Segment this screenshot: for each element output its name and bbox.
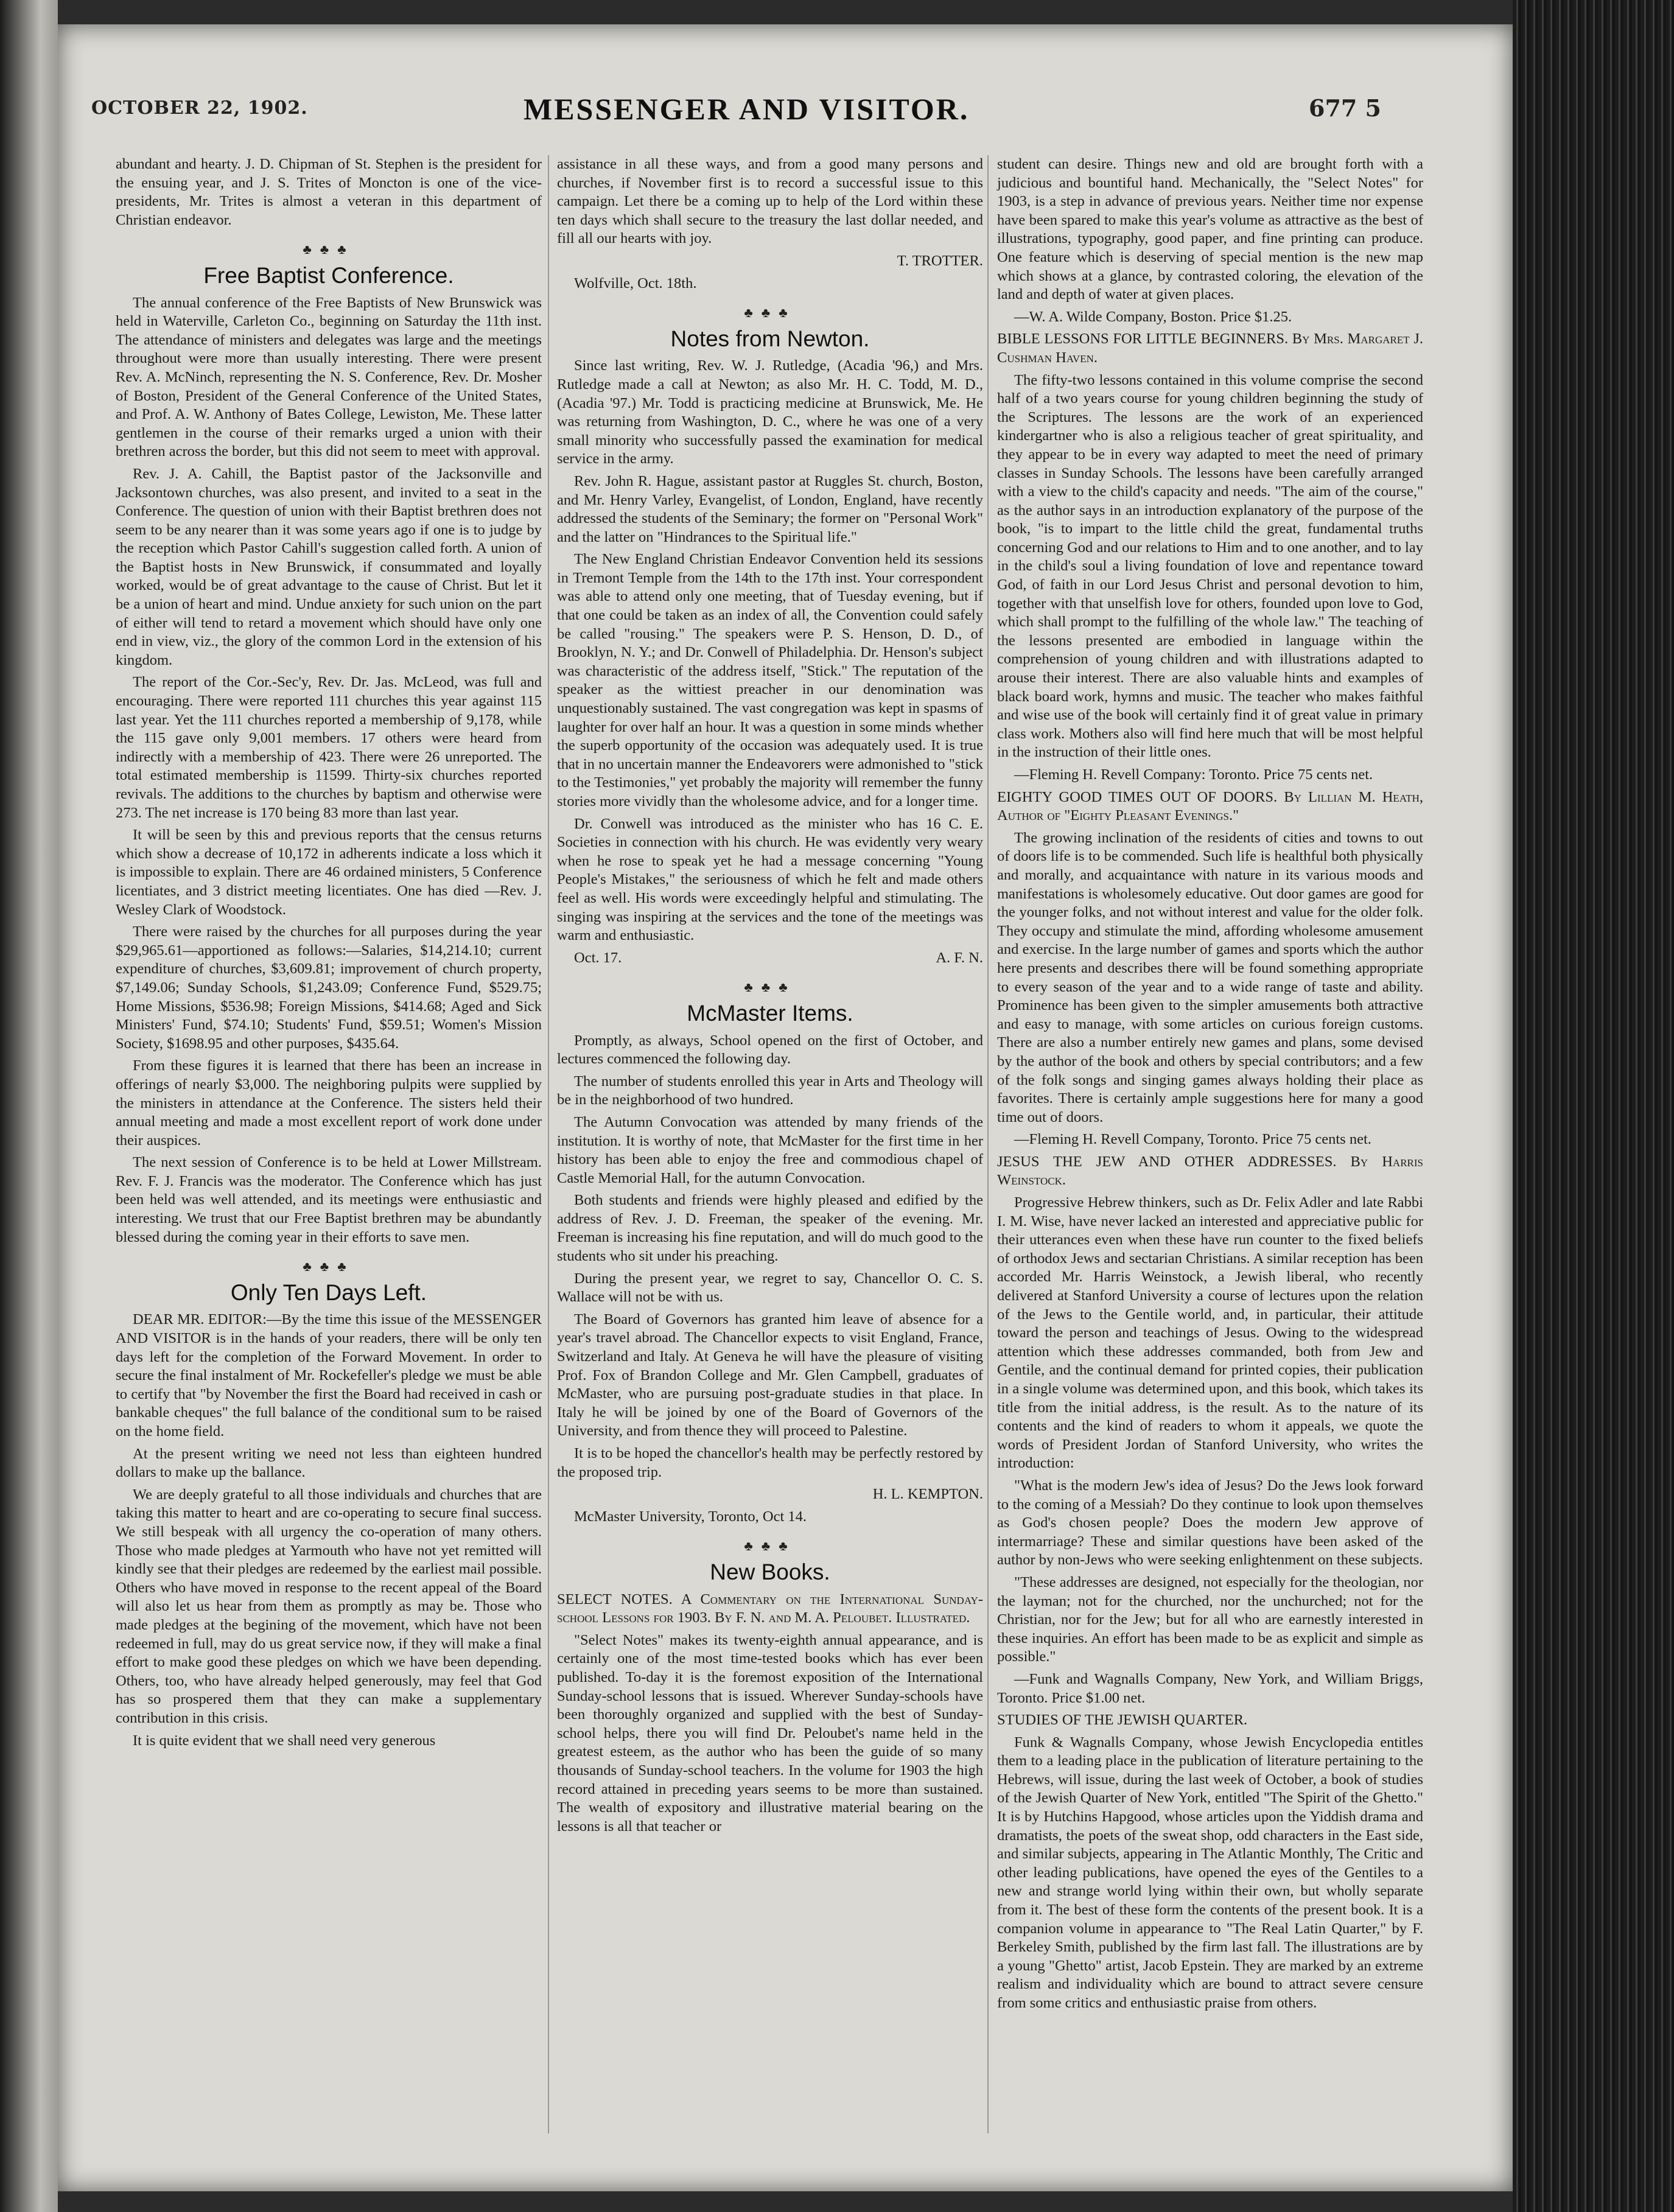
paragraph: It is quite evident that we shall need very generous xyxy=(133,1732,436,1749)
article-heading: Only Ten Days Left. xyxy=(230,1279,427,1305)
section-separator: ♣♣♣ xyxy=(744,979,796,995)
paragraph: There were raised by the churches for all purposes during the year $29,965.61—apportioned as follows:—Salaries, $14,214.10; current expenditure of churches, $3,609.81; improvement of church property, $7,149.06; Sunday Schools, $1,243.09; Conference Fund, $529.75; Home Missions, $536.98; Foreign Missions, $414.68; Aged and Sick Ministers' Fund, $74.10; Students' Fund, $59.51; Women's Mission Society, $1698.95 and other purposes, $435.64. xyxy=(116,923,542,1052)
paragraph: Progressive Hebrew thinkers, such as Dr. Felix Adler and late Rabbi I. M. Wise, have never lacked an interested and appreciative public for their utterances even when these have run counter to the fixed beliefs of orthodox Jews and sectarian Christians. A similar reception has been accorded Mr. Harris Weinstock, a Jewish liberal, who recently delivered at Stanford University a course of lectures upon the relation of the Jews to the Gentile world, and, in particular, their attitude toward the person and teachings of Jesus. Owing to the widespread attention which these addresses commanded, both from Jew and Gentile, and the continual demand for printed copies, their publication in a single volume was determined upon, and this book, which takes its title from the initial address, is the result. As to the nature of its contents and the kind of readers to whom it appeals, we quote the words of President Jordan of Stanford University, who writes the introduction: xyxy=(997,1194,1423,1472)
dateline-row xyxy=(557,949,983,968)
column-3 xyxy=(997,155,1423,2017)
paragraph: abundant and hearty. J. D. Chipman of St. Stephen is the president for the ensuing year, and J. S. Trites of Moncton is one of the vice-presidents, Mr. Trites is almost a veteran in this department of Christian endeavor. xyxy=(116,156,542,228)
signature: A. F. N. xyxy=(936,949,983,966)
paragraph: The number of students enrolled this year in Arts and Theology will be in the neighborhood of two hundred. xyxy=(557,1073,983,1108)
masthead-date: OCTOBER 22, 1902. xyxy=(91,97,308,119)
paragraph: The New England Christian Endeavor Convention held its sessions in Tremont Temple from the 14th to the 17th inst. Your correspondent was able to attend only one meeting, that of Tuesday evening, but if that one could be taken as an index of all, the Convention could safely be called "rousing." The speakers were P. S. Henson, D. D., of Brooklyn, N. Y.; and Dr. Conwell of Philadelphia. Dr. Henson's subject was characteristic of the address itself, "Stick." The reputation of the speaker as the wittiest preacher in our denomination was unquestionably sustained. The vast congregation was kept in spasms of laughter for over half an hour. It was a question in some minds whether the superb opportunity of the occasion was adequately used. It is true that in no uncertain manner the Endeavorers were admonished to "stick to the Testimonies," yet probably the majority will remember the funny stories more vividly than the wholesome advice, and for a longer time. xyxy=(557,551,983,810)
book-entry-title: SELECT NOTES. A Commentary on the International Sunday-school Lessons for 1903. By F. N. and M. A. Peloubet. Illustrated. xyxy=(557,1591,983,1626)
paragraph: Both students and friends were highly pleased and edified by the address of Rev. J. D. Freeman, the speaker of the evening. Mr. Freeman is increasing his fine reputation, and will do much good to the students who sit under his preaching. xyxy=(557,1192,983,1265)
paragraph: The Autumn Convocation was attended by many friends of the institution. It is worthy of note, that McMaster for the first time in her history has been able to enjoy the free and commodious chapel of Castle Memorial Hall, for the autumn Convocation. xyxy=(557,1113,983,1186)
book-spine-edge xyxy=(1513,0,1674,2212)
paragraph: assistance in all these ways, and from a good many persons and churches, if November first is to record a successful issue to this campaign. Let there be a coming up to help of the Lord within these ten days which shall secure to the treasury the last dollar needed, and fill all our hearts with joy. xyxy=(557,156,983,247)
paragraph: The report of the Cor.-Sec'y, Rev. Dr. Jas. McLeod, was full and encouraging. There were reported 111 churches this year against 115 last year. Yet the 111 churches reported a membership of 9,178, while the 115 gave only 9,001 members. 17 others were heard from indirectly with a membership of 423. There were 26 unreported. The total estimated membership is 11599. Thirty-six churches reported revivals. The additions to the churches by baptism and otherwise were 273. The net increase is 170 being 83 more than last year. xyxy=(116,674,542,821)
paragraph: The growing inclination of the residents of cities and towns to out of doors life is to be commended. Such life is healthful both physically and morally, and acquaintance with nature in its various moods and manifestations is wholesomely educative. Out door games are good for the younger folks, and not without interest and value for the older folk. They occupy and stimulate the mind, affording wholesome amusement and exercise. In the large number of games and sports which the author here presents and describes there will be found something appropriate to every season of the year and to a wide range of taste and ability. Prominence has been given to the simpler amusements both attractive and easy to manage, with some articles on curious foreign customs. There are also a number entirely new games and plans, some devised by the author of the book and others by special contributors; and a few of the folk songs and singing games always holding their place as favorites. There is certainly ample suggestions here for many a good time out of doors. xyxy=(997,829,1423,1125)
article-heading: New Books. xyxy=(710,1559,830,1584)
article-heading: Free Baptist Conference. xyxy=(203,262,454,288)
paragraph: "Select Notes" makes its twenty-eighth annual appearance, and is certainly one of the most time-tested books which has ever been published. To-day it is the foremost exposition of the International Sunday-school lessons that is issued. Wherever Sunday-schools have been thoroughly organized and supplied with the best of Sunday-school helps, there you will find Dr. Peloubet's name held in the greatest esteem, as the author who has been the guide of so many thousands of Sunday-school teachers. In the volume for 1903 the high record attained in preceding years seems to be more than sustained. The wealth of expository and illustrative material bearing on the lessons is all that teacher or xyxy=(557,1631,983,1835)
paragraph: The Board of Governors has granted him leave of absence for a year's travel abroad. The Chancellor expects to visit England, France, Switzerland and Italy. At Geneva he will have the pleasure of visiting Prof. Fox of Brandon College and Mr. Glen Campbell, graduates of McMaster, who are pursuing post-graduate studies in that place. In Italy he will be joined by one of the Board of Governors of the University, and from thence they will proceed to Palestine. xyxy=(557,1311,983,1440)
column-rule xyxy=(548,155,549,2133)
paragraph: Funk & Wagnalls Company, whose Jewish Encyclopedia entitles them to a leading place in the publication of literature pertaining to the Hebrews, will issue, during the last week of October, a book of studies of the Jewish Quarter of New York, entitled "The Spirit of the Ghetto." It is by Hutchins Hapgood, whose articles upon the Yiddish drama and dramatists, the poets of the sweat shop, odd characters in the East side, and similar subjects, appearing in The Atlantic Monthly, The Critic and other leading publications, have opened the eyes of the Gentiles to a new and strange world lying within their own, but wholly separate from it. The best of these form the contents of the present book. It is a companion volume in appearance to "The Real Latin Quarter," by F. Berkeley Smith, published by the firm last fall. The illustrations are by a young "Ghetto" artist, Jacob Epstein. They are marked by an extreme realism and individuality which are bound to attract severe censure from some critics and enthusiastic praise from others. xyxy=(997,1734,1423,2011)
paragraph: At the present writing we need not less than eighteen hundred dollars to make up the ballance. xyxy=(116,1445,542,1481)
section-separator: ♣♣♣ xyxy=(744,1538,796,1554)
paragraph: From these figures it is learned that there has been an increase in offerings of nearly $3,000. The neighboring pulpits were supplied by the ministers in attendance at the Conference. The sisters held their annual meeting and made a most excellent report of work done under their auspices. xyxy=(116,1057,542,1149)
paragraph: Rev. J. A. Cahill, the Baptist pastor of the Jacksonville and Jacksontown churches, was also present, and invited to a seat in the Conference. The question of union with their Baptist brethren does not seem to be any nearer than it was some years ago if one is to judge by the reception which Pastor Cahill's suggestion called forth. A union of the Baptist hosts in New Brunswick, if consummated and loyally worked, would be of great advantage to the cause of Christ. But let it be a union of heart and mind. Undue anxiety for such union on the part of either will tend to retard a movement which should have only one end in view, viz., the glory of the common Lord in the extension of his kingdom. xyxy=(116,465,542,668)
paragraph: "What is the modern Jew's idea of Jesus? Do the Jews look forward to the coming of a Messiah? Do they continue to look upon themselves as God's chosen people? Does the modern Jew approve of intermarriage? These and similar questions have been asked of the author by non-Jews who were seeking enlightenment on these subjects. xyxy=(997,1477,1423,1569)
publisher-line: —Fleming H. Revell Company: Toronto. Price 75 cents net. xyxy=(1014,766,1373,783)
book-entry-title: JESUS THE JEW AND OTHER ADDRESSES. By Harris Weinstock. xyxy=(997,1153,1423,1189)
paragraph: Rev. John R. Hague, assistant pastor at Ruggles St. church, Boston, and Mr. Henry Varley, Evangelist, of London, England, have recently addressed the students of the Seminary; the former on "Personal Work" and the latter on "Hindrances to the Spiritual life." xyxy=(557,472,983,545)
paragraph: It is to be hoped the chancellor's health may be perfectly restored by the proposed trip. xyxy=(557,1445,983,1480)
paragraph: The annual conference of the Free Baptists of New Brunswick was held in Waterville, Carleton Co., beginning on Saturday the 11th inst. The attendance of ministers and delegates was large and the meetings throughout were more than usually interesting. There were present Rev. A. McNinch, representing the N. S. Conference, Rev. Dr. Mosher of Boston, President of the General Conference of the United States, and Prof. A. W. Anthony of Bates College, Lewiston, Me. These latter gentlemen in the course of their remarks urged a union with their brethren across the border, but this did not seem to meet with approval. xyxy=(116,294,542,460)
paragraph: Dr. Conwell was introduced as the minister who has 16 C. E. Societies in connection with his church. He was evidently very weary when he rose to speak yet he had a message concerning "Young People's Mistakes," the seriousness of which he felt and made others feel as well. His words were exceedingly helpful and stimulating. The singing was inspiring at the services and the tone of the meetings was warm and enthusiastic. xyxy=(557,815,983,944)
page-number: 677 5 xyxy=(1309,94,1381,122)
article-heading: Notes from Newton. xyxy=(670,326,870,351)
dateline: McMaster University, Toronto, Oct 14. xyxy=(574,1508,807,1525)
dateline: Oct. 17. xyxy=(574,949,622,966)
paragraph: During the present year, we regret to say, Chancellor O. C. S. Wallace will not be with us. xyxy=(557,1270,983,1306)
signature: H. L. KEMPTON. xyxy=(872,1486,983,1503)
section-separator: ♣♣♣ xyxy=(303,242,355,257)
paragraph: The next session of Conference is to be held at Lower Millstream. Rev. F. J. Francis was the moderator. The Conference which has just been held was well attended, and its meetings were enthusiastic and interesting. We trust that our Free Baptist brethren may be abundantly blessed during the coming year in their efforts to save men. xyxy=(116,1154,542,1245)
paragraph: It will be seen by this and previous reports that the census returns which show a decrease of 10,172 in adherents indicate a loss which it is impossible to explain. There are 46 ordained ministers, 5 Conference licentiates, and 3 district meeting licentiates. One has died —Rev. J. Wesley Clark of Woodstock. xyxy=(116,827,542,918)
paragraph: The fifty-two lessons contained in this volume comprise the second half of a two years course for young children beginning the study of the Scriptures. The lessons are the work of an experienced kindergartner who is also a religious teacher of great spirituality, and they appear to be in every way adapted to meet the need of primary classes in Sunday Schools. The lessons have been carefully arranged with a view to the child's capacity and needs. "The aim of the course," as the author says in an introduction explanatory of the purpose of the book, "is to impart to the little child the great, fundamental truths concerning God and our relations to Him and to one another, and to lay in the child's soul a living foundation of love and repentance toward God, of faith in our Lord Jesus Christ and personal devotion to him, together with that unselfish love for others, founded upon love to God, which shall prompt to the fulfilling of the whole law." The teaching of the lessons presented are embodied in language within the comprehension of young children and with illustrations adapted to arouse their interest. There are also valuable hints and examples of black board work, hymns and music. The teacher who makes faithful and wise use of the book will certainly find it of great value in primary class work. Mothers also will find here much that will be most helpful in the instruction of their little ones. xyxy=(997,371,1423,761)
paragraph: DEAR MR. EDITOR:—By the time this issue of the MESSENGER AND VISITOR is in the hands of your readers, there will be only ten days left for the completion of the Forward Movement. In order to secure the final instalment of Mr. Rockefeller's pledge we must be able to certify that "by November the first the Board had received in cash or bankable cheques" the full balance of the conditional sum to be raised on the home field. xyxy=(116,1311,542,1440)
paragraph: Promptly, as always, School opened on the first of October, and lectures commenced the following day. xyxy=(557,1032,983,1068)
paragraph: Since last writing, Rev. W. J. Rutledge, (Acadia '96,) and Mrs. Rutledge made a call at Newton; as also Mr. H. C. Todd, M. D., (Acadia '97.) Mr. Todd is practicing medicine at Brunswick, Me. He was returning from Washington, D. C., where he was one of a very small minority who successfully passed the examination for medical service in the army. xyxy=(557,357,983,467)
dateline: Wolfville, Oct. 18th. xyxy=(574,275,697,292)
publisher-line: —W. A. Wilde Company, Boston. Price $1.25. xyxy=(1014,308,1292,325)
column-1 xyxy=(116,155,542,1754)
publisher-line: —Fleming H. Revell Company, Toronto. Price 75 cents net. xyxy=(1014,1131,1371,1148)
signature: T. TROTTER. xyxy=(897,252,983,269)
paragraph: We are deeply grateful to all those individuals and churches that are taking this matter to heart and are co-operating to secure final success. We still bespeak with all urgency the co-operation of many others. Those who made pledges at Yarmouth who have not yet remitted will kindly see that their pledges are redeemed by the earliest mail possible. Others who have moved in response to the recent appeal of the Board will also let us hear from them as promptly as may be. Those who made pledges at the begining of the movement, which have not been redeemed in full, may do us great service now, if they will make a final effort to make good these pledges on which we have been depending. Others, too, who have already helped generously, may feel that God has so prospered them that they can make a supplementary contribution in this crisis. xyxy=(116,1486,542,1726)
section-separator: ♣♣♣ xyxy=(303,1259,355,1275)
book-entry-title: STUDIES OF THE JEWISH QUARTER. xyxy=(997,1712,1248,1729)
book-entry-title: EIGHTY GOOD TIMES OUT OF DOORS. By Lillian M. Heath, Author of "Eighty Pleasant Evenings." xyxy=(997,788,1423,824)
masthead-title: MESSENGER AND VISITOR. xyxy=(524,92,970,126)
column-rule xyxy=(987,155,989,2133)
article-heading: McMaster Items. xyxy=(687,1000,853,1026)
publisher-line: —Funk and Wagnalls Company, New York, and William Briggs, Toronto. Price $1.00 net. xyxy=(997,1670,1423,1706)
book-entry-title: BIBLE LESSONS FOR LITTLE BEGINNERS. By Mrs. Margaret J. Cushman Haven. xyxy=(997,331,1423,366)
section-separator: ♣♣♣ xyxy=(744,305,796,321)
column-2 xyxy=(557,155,983,1839)
left-page-edge xyxy=(0,0,58,2212)
paragraph: student can desire. Things new and old are brought forth with a judicious and bountiful hand. Mechanically, the "Select Notes" for 1903, is a step in advance of previous years. Neither time nor expense have been spared to make this year's volume as attractive as the best of illustrations, typography, good paper, and fine printing can produce. One feature which is deserving of special mention is the new map which shows at a glance, by contrasted coloring, the elevation of the land and depth of water at given places. xyxy=(997,156,1423,303)
paragraph: "These addresses are designed, not especially for the theologian, nor the layman; not for the churched, nor the unchurched; not for the Christian, nor for the Jew; but for all who are earnestly interested in these inquiries. An effort has been made to be as explicit and simple as possible." xyxy=(997,1573,1423,1665)
